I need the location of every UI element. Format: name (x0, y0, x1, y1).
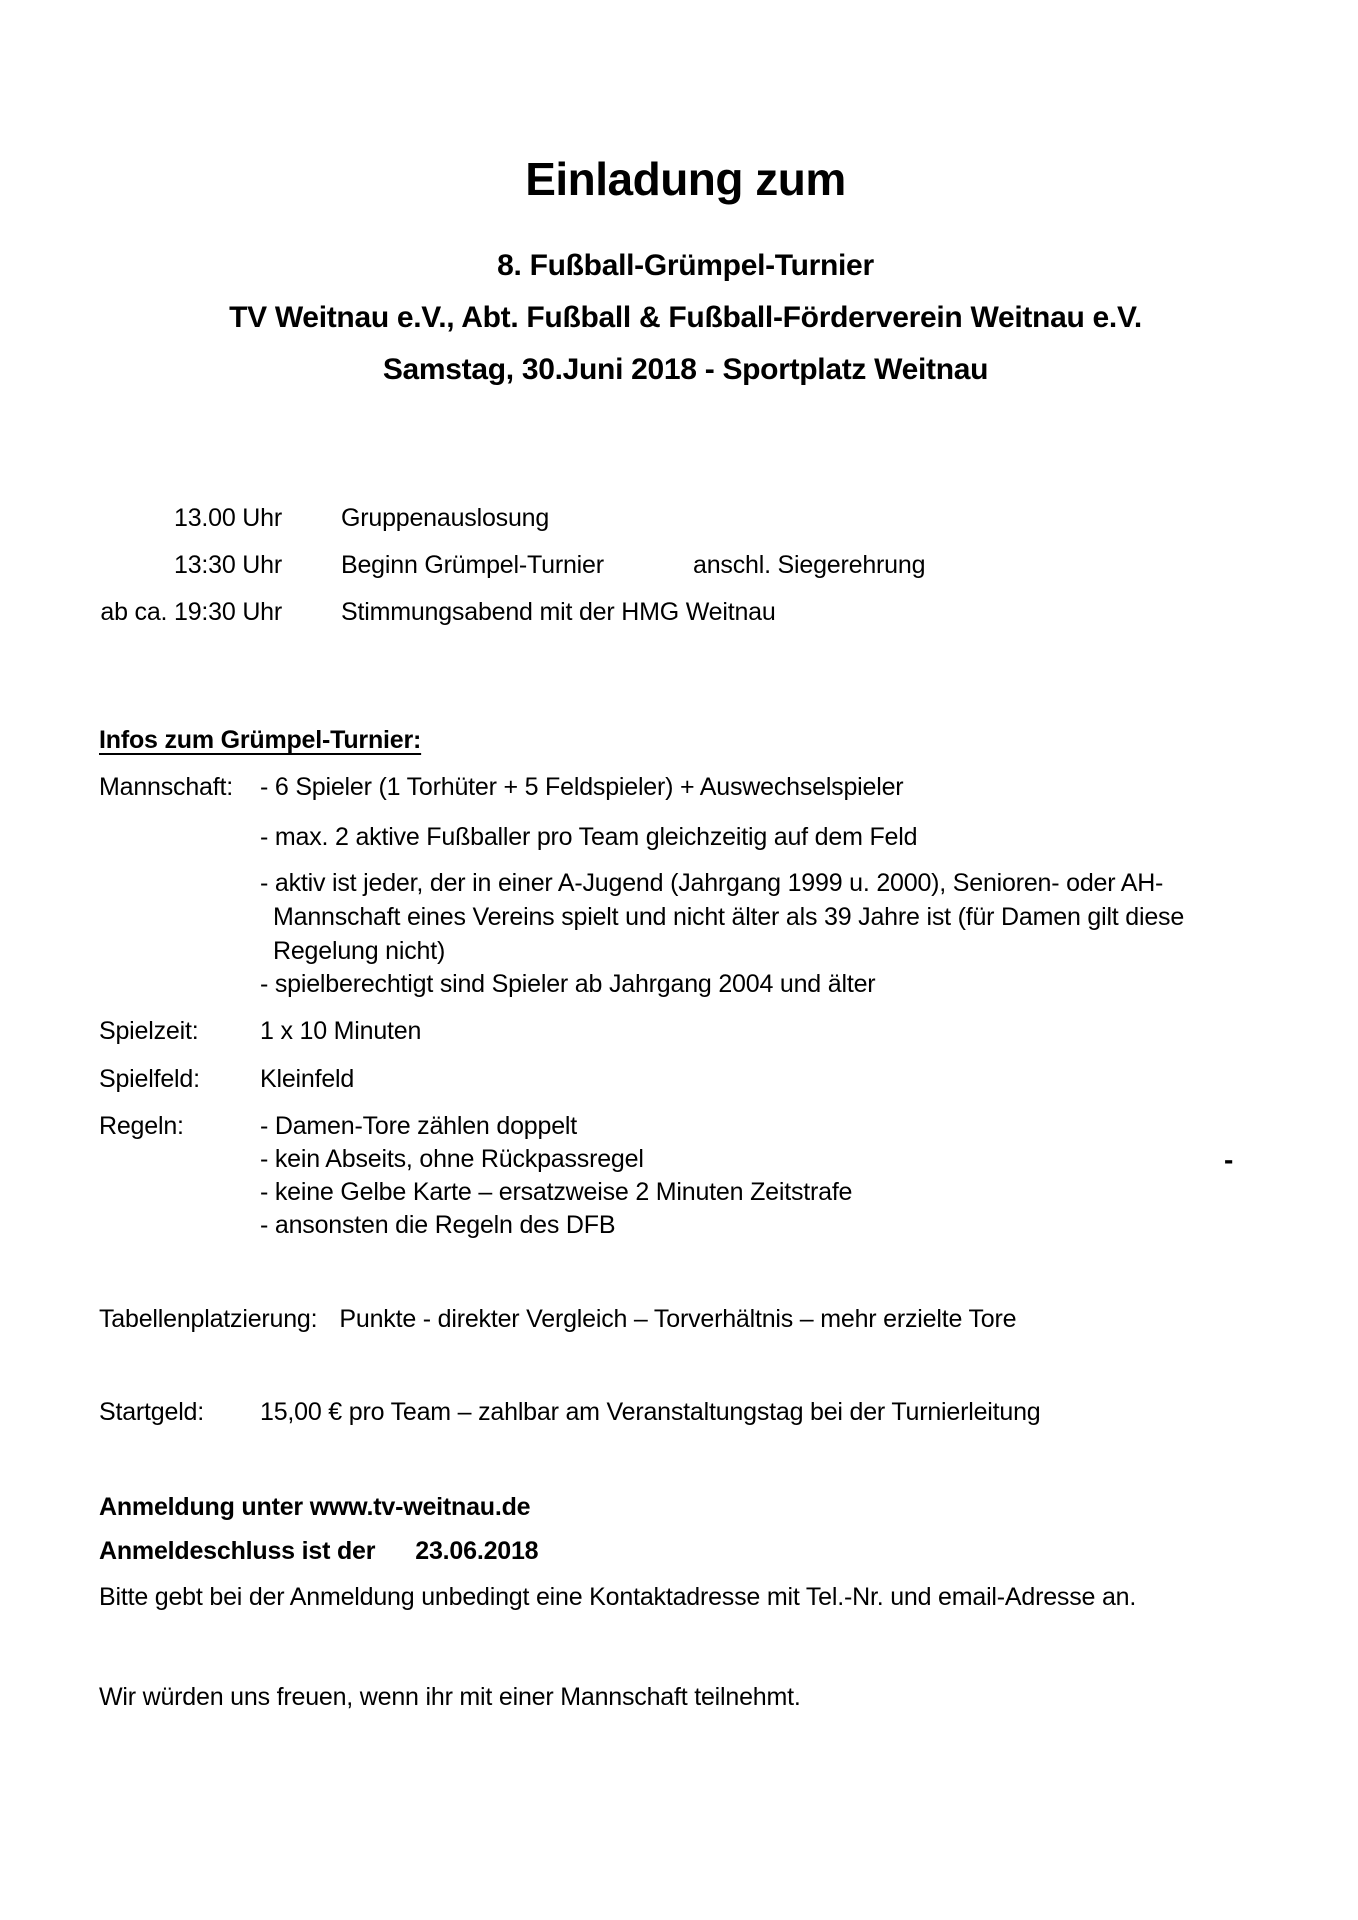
schedule (99, 502, 1272, 629)
rule-line: - ansonsten die Regeln des DFB (260, 1211, 616, 1239)
rule-line: - kein Abseits, ohne Rückpassregel (260, 1145, 644, 1173)
infos-heading: Infos zum Grümpel-Turnier: (99, 726, 422, 754)
info-value-field: Kleinfeld (260, 1065, 355, 1093)
info-label-duration: Spielzeit: (99, 1017, 199, 1045)
info-row-rules (99, 1110, 1272, 1242)
fee-value: 15,00 € pro Team – zahlbar am Veranstaltungstag bei der Turnierleitung (260, 1398, 1041, 1426)
page-title: Einladung zum (525, 153, 846, 205)
stray-dash: - (1224, 1144, 1234, 1175)
rule-line: - keine Gelbe Karte – ersatzweise 2 Minuten Zeitstrafe (260, 1178, 853, 1206)
info-content-team (260, 771, 1272, 1001)
schedule-row (99, 502, 1272, 535)
contact-note: Bitte gebt bei der Anmeldung unbedingt eine Kontaktadresse mit Tel.-Nr. und email-Adresse an. (99, 1583, 1137, 1611)
team-rule-line: - 6 Spieler (1 Torhüter + 5 Feldspieler) + Auswechselspieler (260, 773, 904, 801)
deadline-date: 23.06.2018 (415, 1537, 539, 1565)
schedule-time: 13:30 Uhr (174, 551, 282, 579)
team-rule-line: Mannschaft eines Vereins spielt und nicht älter als 39 Jahre ist (für Damen gilt diese (273, 903, 1185, 931)
schedule-time: 13.00 Uhr (174, 504, 282, 532)
info-label-field: Spielfeld: (99, 1065, 200, 1093)
schedule-row (99, 596, 1272, 629)
registration-prefix: Anmeldung unter (99, 1493, 310, 1521)
team-rule-line: - max. 2 aktive Fußballer pro Team gleichzeitig auf dem Feld (260, 823, 918, 851)
schedule-event: Gruppenauslosung (341, 504, 550, 532)
team-rule-line: - aktiv ist jeder, der in einer A-Jugend (Jahrgang 1999 u. 2000), Senioren- oder AH- (260, 869, 1164, 897)
info-row-team (99, 771, 1272, 1001)
ranking-row (99, 1303, 1272, 1336)
info-content-rules (260, 1110, 1272, 1242)
info-label-rules: Regeln: (99, 1112, 184, 1140)
team-rule-line: - spielberechtigt sind Spieler ab Jahrgang 2004 und älter (260, 970, 876, 998)
team-rule-paragraph (260, 866, 1272, 968)
schedule-event: Stimmungsabend mit der HMG Weitnau (341, 598, 776, 626)
rule-line: - Damen-Tore zählen doppelt (260, 1112, 577, 1140)
schedule-event-text: Beginn Grümpel-Turnier (341, 551, 604, 579)
fee-label: Startgeld: (99, 1398, 205, 1426)
schedule-event (341, 549, 925, 582)
ranking-value: Punkte - direkter Vergleich – Torverhältnis – mehr erzielte Tore (339, 1305, 1017, 1333)
info-label-team: Mannschaft: (99, 773, 233, 801)
schedule-row (99, 549, 1272, 582)
schedule-note: anschl. Siegerehrung (693, 551, 926, 579)
subtitle-tournament: 8. Fußball-Grümpel-Turnier (497, 249, 874, 282)
info-row-field (99, 1063, 1272, 1096)
info-row-duration (99, 1015, 1272, 1048)
info-value-duration: 1 x 10 Minuten (260, 1017, 422, 1045)
subtitle-organizer: TV Weitnau e.V., Abt. Fußball & Fußball-Förderverein Weitnau e.V. (229, 301, 1142, 334)
closing-line: Wir würden uns freuen, wenn ihr mit einer Mannschaft teilnehmt. (99, 1683, 801, 1711)
schedule-time: ab ca. 19:30 Uhr (100, 598, 282, 626)
ranking-label: Tabellenplatzierung: (99, 1305, 318, 1333)
subtitle-date-location: Samstag, 30.Juni 2018 - Sportplatz Weitnau (382, 353, 989, 386)
fee-row (99, 1396, 1272, 1429)
team-rule-line: Regelung nicht) (273, 937, 446, 965)
registration-line (99, 1491, 1272, 1524)
registration-url: www.tv-weitnau.de (309, 1493, 531, 1521)
deadline-line (99, 1535, 1272, 1568)
deadline-label: Anmeldeschluss ist der (99, 1537, 376, 1565)
